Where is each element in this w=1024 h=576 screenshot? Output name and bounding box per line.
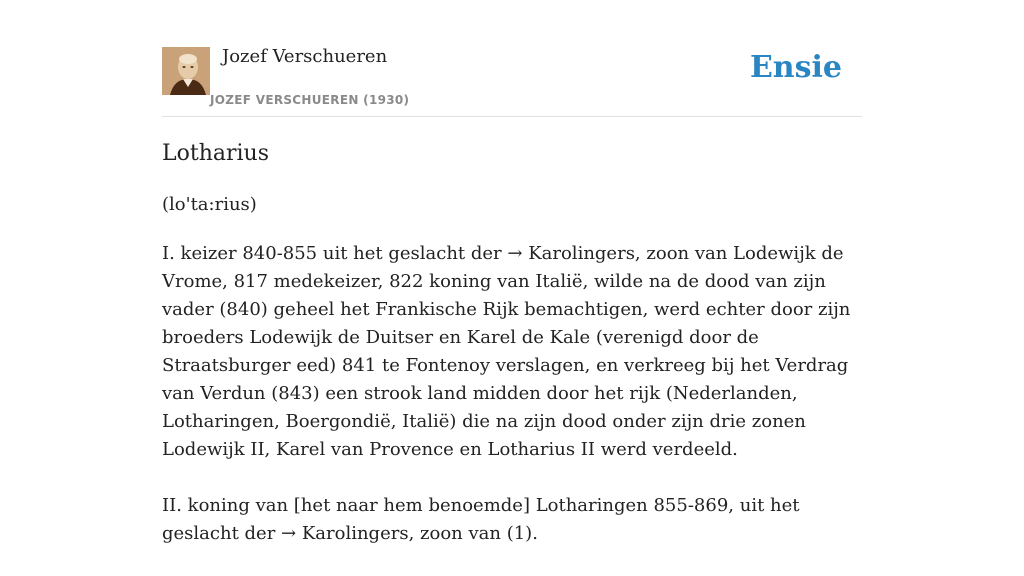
- author-name[interactable]: Jozef Verschueren: [222, 46, 388, 67]
- entry-paragraph-1: I. keizer 840-855 uit het geslacht der → Karolingers, zoon van Lodewijk de Vrome, 817 medekeizer, 822 koning van Italië, wilde na de dood van zijn vader (840) geheel het Frankische Rijk bemachtigen, werd echter door zijn broeders Lodewijk de Duitser en Karel de Kale (verenigd door de Straatsburger eed) 841 te Fontenoy verslagen, en verkreeg bij het Verdrag van Verdun (843) een strook land midden door het rijk (Nederlanden, Lotharingen, Boergondië, Italië) die na zijn dood onder zijn drie zonen Lodewijk II, Karel van Provence en Lotharius II werd verdeeld.: [162, 243, 851, 460]
- header: [162, 0, 862, 117]
- entry-body: [162, 240, 862, 576]
- entry-pronunciation: (lo'ta:rius): [162, 194, 257, 215]
- entry-title: Lotharius: [162, 141, 269, 166]
- source-label: JOZEF VERSCHUEREN (1930): [210, 93, 410, 107]
- avatar-portrait-icon: [162, 47, 210, 95]
- author-avatar[interactable]: [162, 47, 210, 95]
- ensie-logo[interactable]: Ensie: [749, 50, 842, 85]
- page-container: [162, 0, 862, 544]
- entry-paragraph-2: II. koning van [het naar hem benoemde] Lotharingen 855-869, uit het geslacht der → Karolingers, zoon van (1).: [162, 495, 800, 544]
